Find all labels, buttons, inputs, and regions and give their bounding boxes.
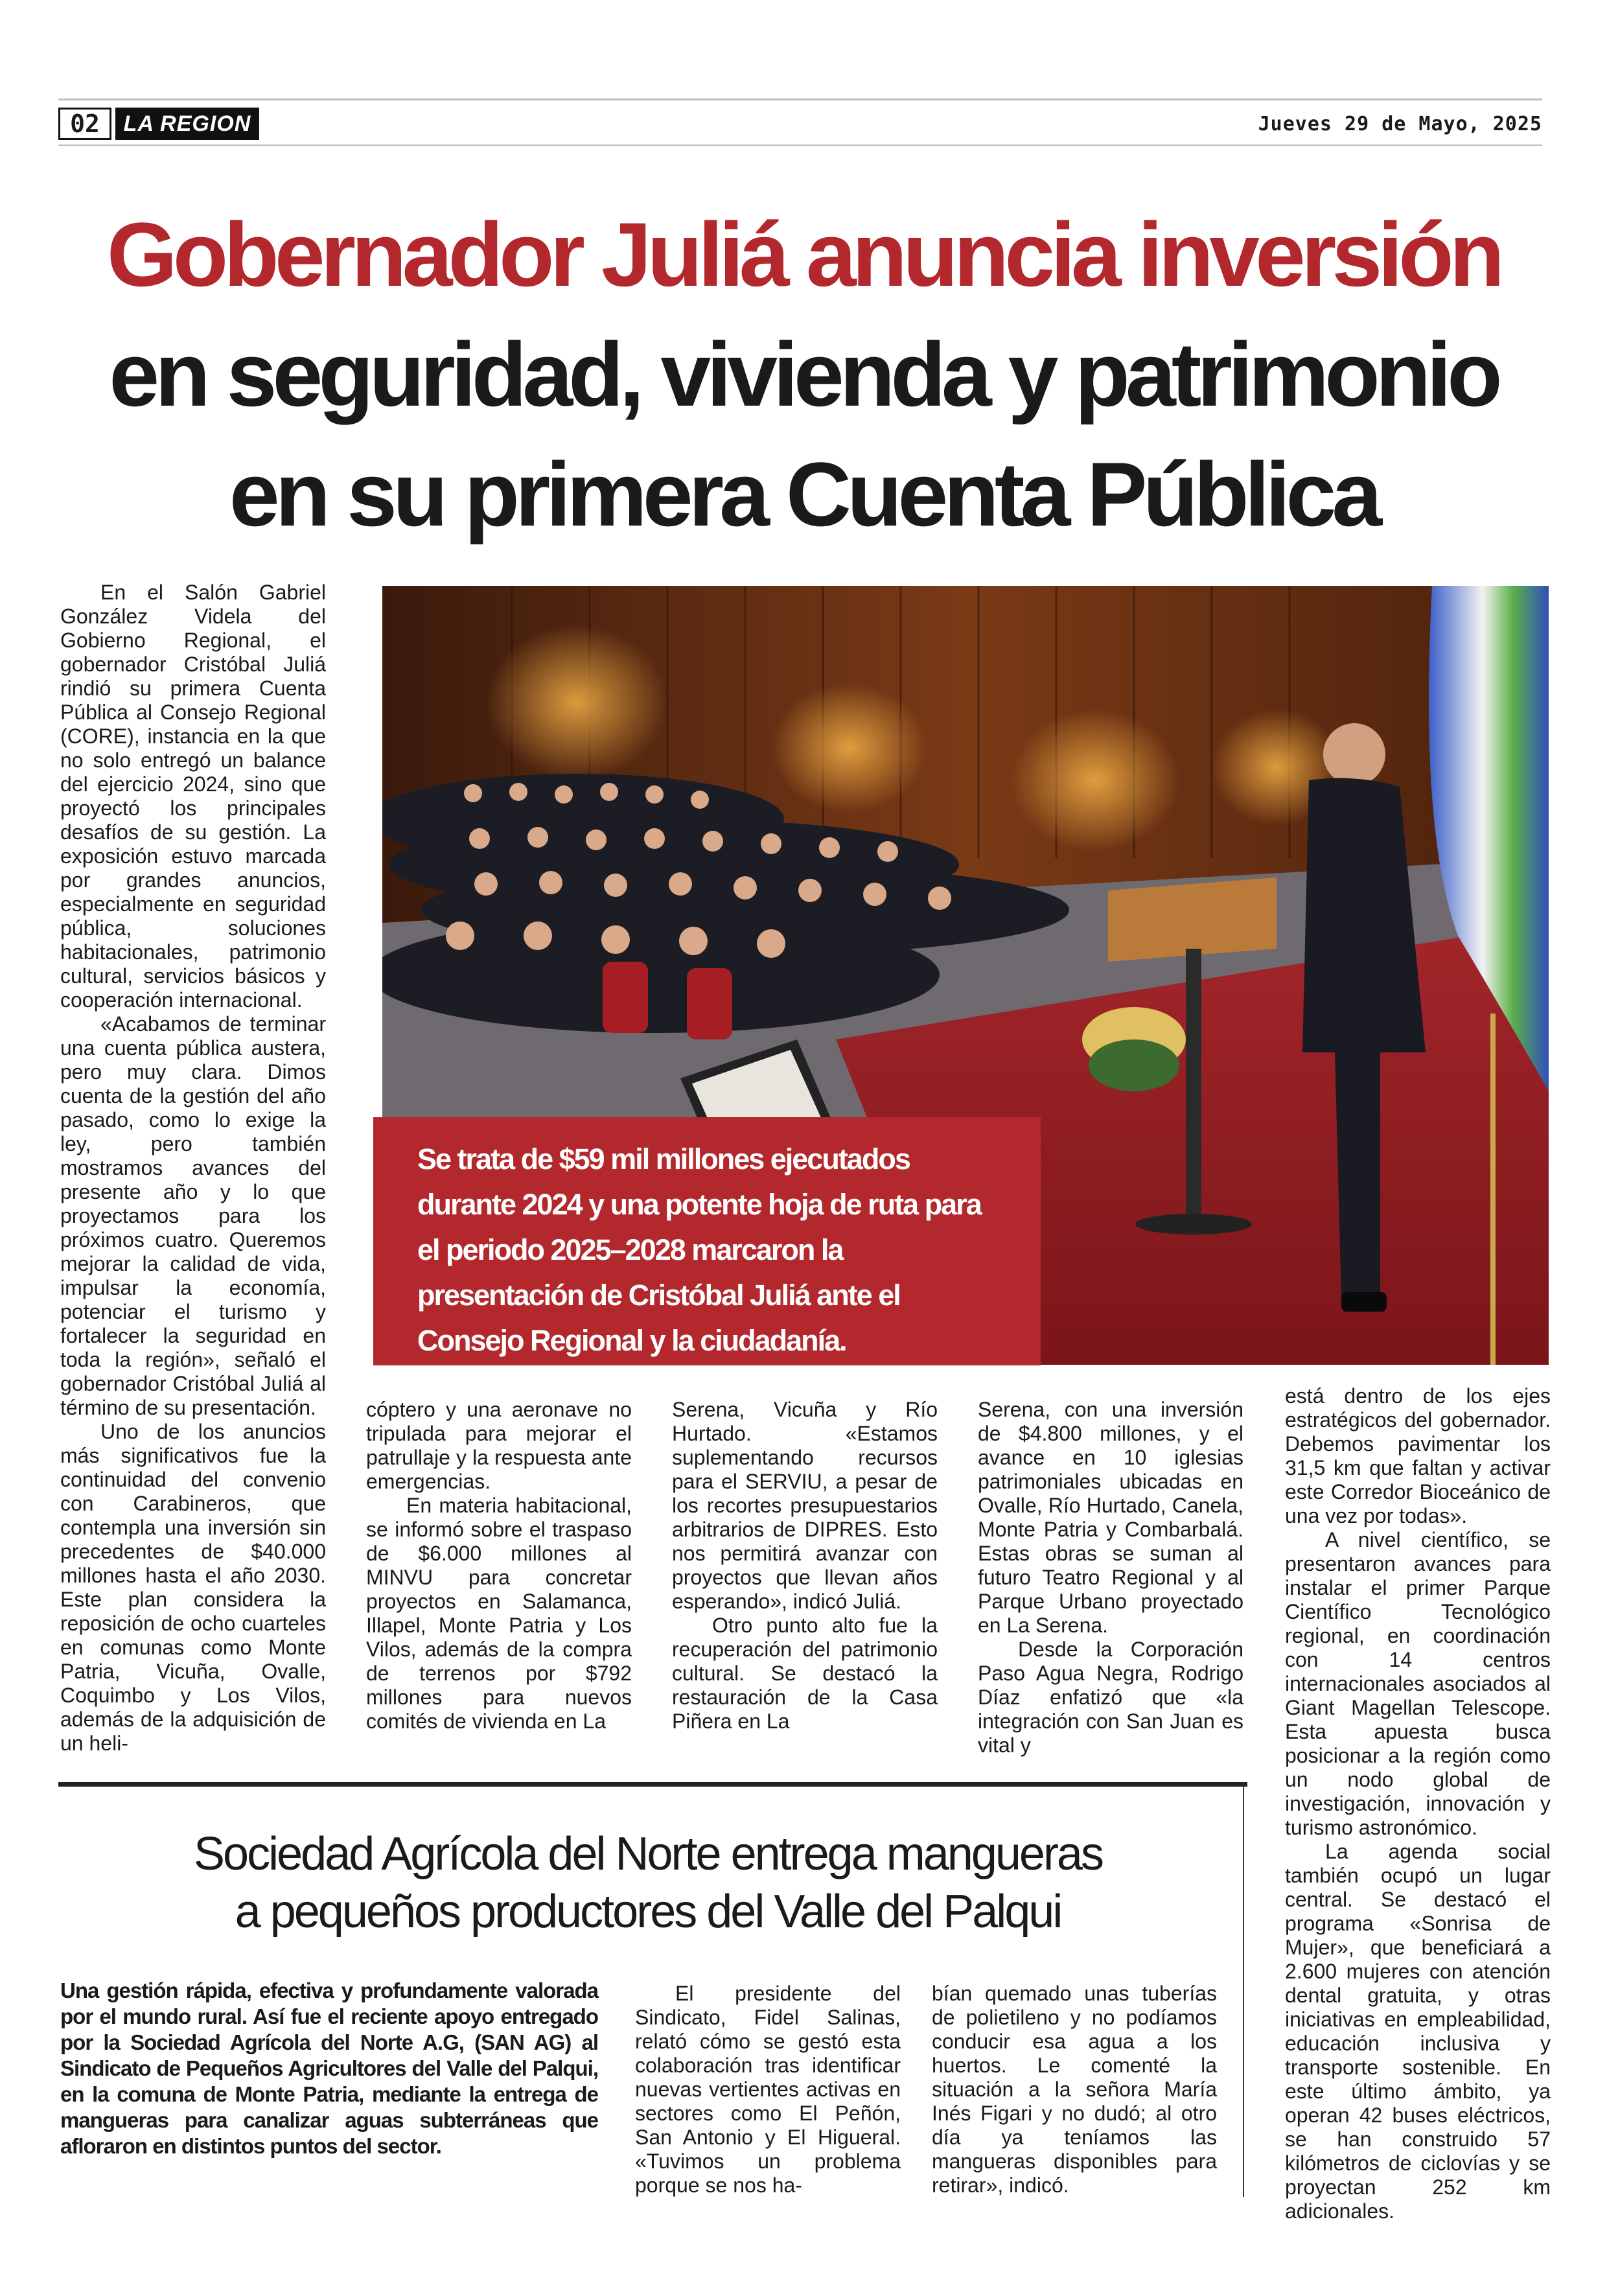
article-column-1 (60, 581, 326, 1756)
paragraph: Serena, Vicuña y Río Hurtado. «Estamos suplementando recursos para el SERVIU, a pesar de los recortes presupuestarios arbitrarios de DIPRES. Esto nos permitirá avanzar con proyectos que llevan años esperando», indicó Juliá. (672, 1398, 938, 1613)
paragraph: A nivel científico, se presentaron avances para instalar el primer Parque Científico Tecnológico regional, en coordinación con 14 centros internacionales asociados al Giant Magellan Telescope. Esta apuesta busca posicionar a la región como un nodo global de investigación, innovación y turismo astronómico. (1285, 1528, 1551, 1839)
secondary-lead: Una gestión rápida, efectiva y profundamente valorada por el mundo rural. Así fue el reciente apoyo entregado por la Sociedad Agrícola del Norte A.G, (SAN AG) al Sindicato de Pequeños Agricultores del Valle del Palqui, en la comuna de Monte Patria, mediante la entrega de mangueras para canalizar aguas subterráneas que afloraron en distintos puntos del sector. (60, 1978, 598, 2158)
paragraph: En el Salón Gabriel González Videla del Gobierno Regional, el gobernador Cristóbal Juliá rindió su primera Cuenta Pública al Consejo Regional (CORE), instancia en la que no solo entregó un balance del ejercicio 2024, sino que proyectó los principales desafíos de su gestión. La exposición estuvo marcada por grandes anuncios, especialmente en seguridad pública, soluciones habitacionales, patrimonio cultural, servicios básicos y cooperación internacional. (60, 581, 326, 1012)
pull-quote: Se trata de $59 mil millones ejecutados durante 2024 y una potente hoja de ruta para el periodo 2025–2028 marcaron la presentación de Cristóbal Juliá ante el Consejo Regional y la ciudadanía. (373, 1117, 1041, 1365)
paragraph: Uno de los anuncios más significativos fue la continuidad del convenio con Carabineros, que contempla una inversión sin precedentes de $40.000 millones hasta el año 2030. Este plan considera la reposición de ocho cuarteles en comunas como Monte Patria, Vicuña, Ovalle, Coquimbo y Los Vilos, además de la adquisición de un heli- (60, 1420, 326, 1755)
paragraph: El presidente del Sindicato, Fidel Salinas, relató cómo se gestó esta colaboración tras identificar nuevas vertientes activas en sectores como El Peñón, San Antonio y El Higueral. «Tuvimos un problema porque se nos ha- (635, 1982, 901, 2197)
issue-date: Jueves 29 de Mayo, 2025 (1258, 113, 1542, 135)
header-rule-bottom (58, 145, 1542, 146)
paragraph: bían quemado unas tuberías de polietileno y no podíamos conducir esa agua a los huertos. Le comenté la situación a la señora María Inés Figari y no dudó; al otro día ya teníamos las mangueras disponibles para retirar», indicó. (932, 1982, 1217, 2197)
paragraph: está dentro de los ejes estratégicos del gobernador. Debemos pavimentar los 31,5 km que faltan y activar este Corredor Bioceánico de una vez por todas». (1285, 1384, 1551, 1527)
paragraph: Desde la Corporación Paso Agua Negra, Rodrigo Díaz enfatizó que «la integración con San Juan es vital y (978, 1638, 1243, 1757)
secondary-headline-line-1: Sociedad Agrícola del Norte entrega mangueras (194, 1828, 1102, 1880)
paragraph: cóptero y una aeronave no tripulada para mejorar el patrullaje y la respuesta ante emergencias. (366, 1398, 632, 1493)
newspaper-logo: LA REGION (115, 108, 259, 140)
paragraph: En materia habitacional, se informó sobre el traspaso de $6.000 millones al MINVU para concretar proyectos en Salamanca, Illapel, Monte Patria y Los Vilos, además de la compra de terrenos por $792 millones para nuevos comités de vivienda en La (366, 1494, 632, 1733)
paragraph: «Acabamos de terminar una cuenta pública austera, pero muy clara. Dimos cuenta de la gestión del año pasado, como lo exige la ley, pero también mostramos avances del presente año y lo que proyectamos para los próximos cuatro. Queremos mejorar la calidad de vida, impulsar la economía, potenciar el turismo y fortalecer la seguridad en toda la región», señaló el gobernador Cristóbal Juliá al término de su presentación. (60, 1012, 326, 1419)
secondary-column-3 (932, 1982, 1217, 2197)
paragraph: Serena, con una inversión de $4.800 millones, y el avance en 10 iglesias patrimoniales ubicadas en Ovalle, Río Hurtado, Canela, Monte Patria y Combarbalá. Estas obras se suman al futuro Teatro Regional y al Parque Urbano proyectado en La Serena. (978, 1398, 1243, 1637)
article-column-4 (978, 1398, 1243, 1757)
page-number: 02 (58, 108, 111, 140)
secondary-column-2 (635, 1982, 901, 2197)
header-rule-top (58, 99, 1542, 100)
paragraph: Otro punto alto fue la recuperación del patrimonio cultural. Se destacó la restauración de la Casa Piñera en La (672, 1614, 938, 1733)
article-column-5 (1285, 1384, 1551, 2223)
headline-line-1: Gobernador Juliá anuncia inversión (106, 203, 1501, 305)
section-divider (58, 1782, 1247, 1787)
secondary-headline-line-2: a pequeños productores del Valle del Palqui (235, 1886, 1061, 1938)
article-column-2 (366, 1398, 632, 1734)
paragraph: La agenda social también ocupó un lugar central. Se destacó el programa «Sonrisa de Mujer», que beneficiará a 2.600 mujeres con atención dental gratuita, y otras iniciativas en empleabilidad, educación inclusiva y transporte sostenible. En este último ámbito, ya operan 42 buses eléctricos, se han construido 57 kilómetros de ciclovías y se proyectan 252 km adicionales. (1285, 1840, 1551, 2223)
column-divider (1243, 1782, 1244, 2197)
headline-line-3: en su primera Cuenta Pública (229, 443, 1378, 545)
article-column-3 (672, 1398, 938, 1734)
headline-line-2: en seguridad, vivienda y patrimonio (109, 323, 1498, 425)
